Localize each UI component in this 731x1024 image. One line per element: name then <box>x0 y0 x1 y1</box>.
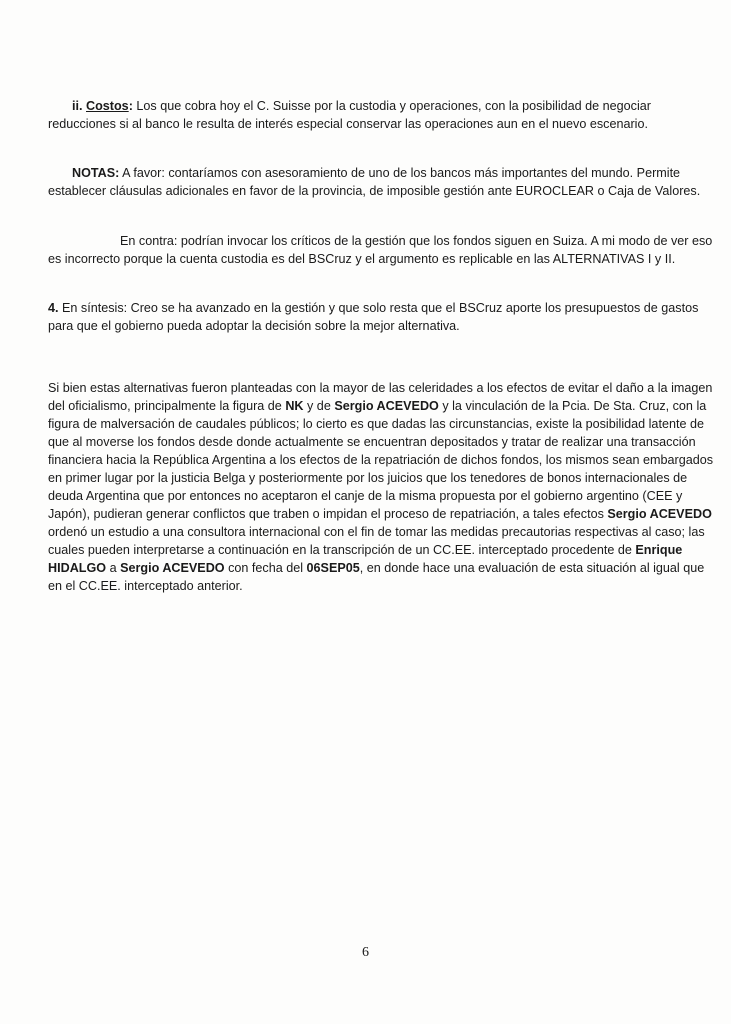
date-06sep05: 06SEP05 <box>306 561 360 575</box>
main-text-2: y de <box>303 399 335 413</box>
costos-label: Costos <box>86 99 129 113</box>
main-text-6: con fecha del <box>224 561 307 575</box>
sintesis-paragraph <box>48 299 720 335</box>
name-sergio-acevedo-3: Sergio ACEVEDO <box>120 561 225 575</box>
notas-text: A favor: contaríamos con asesoramiento de uno de los bancos más importantes del mundo. Permite establecer cláusulas adicionales en favor de la provincia, de imposible gestión ante EUROCLEAR o Caja de Valores. <box>48 166 701 198</box>
name-enrique-hidalgo: Enrique HIDALGO <box>48 543 683 575</box>
main-text-1: Si bien estas alternativas fueron planteadas con la mayor de las celeridades a los efectos de evitar el daño a la imagen del oficialismo, principalmente la figura de <box>48 381 716 413</box>
contra-paragraph <box>48 232 720 268</box>
name-nk: NK <box>285 399 304 413</box>
notas-paragraph <box>48 164 720 200</box>
main-text-4: ordenó un estudio a una consultora internacional con el fin de tomar las medidas precautorias respectivas al caso; las cuales pueden interpretarse a continuación en la transcripción de un CC.EE. interceptado procedente de <box>48 507 716 557</box>
sintesis-number: 4. <box>48 301 59 315</box>
costos-colon: : <box>128 99 133 113</box>
costos-prefix: ii. <box>72 99 83 113</box>
name-sergio-acevedo-1: Sergio ACEVEDO <box>334 399 439 413</box>
main-paragraph <box>48 379 720 595</box>
notas-label: NOTAS: <box>72 166 120 180</box>
costos-text: Los que cobra hoy el C. Suisse por la custodia y operaciones, con la posibilidad de negociar reducciones si al banco le resulta de interés especial conservar las operaciones aun en el nuevo escenario. <box>48 99 655 131</box>
main-text-5: a <box>106 561 121 575</box>
main-text-3: y la vinculación de la Pcia. De Sta. Cruz, con la figura de malversación de caudales públicos; lo cierto es que dadas las circunstancias, existe la posibilidad latente de que al moverse los fondos desde donde actualmente se encuentran depositados y tratar de realizar una transacción financiera hacia la República Argentina a los efectos de la repatriación de dichos fondos, los mismos sean embargados en primer lugar por la justicia Belga y posteriormente por los juicios que los tenedores de bonos internacionales de deuda Argentina que por entonces no aceptaron el canje de la misma propuesta por el gobierno argentino (CEE y Japón), pudieran generar conflictos que traben o impidan el proceso de repatriación, a tales efectos <box>48 399 717 521</box>
sintesis-text: En síntesis: Creo se ha avanzado en la gestión y que solo resta que el BSCruz aporte los presupuestos de gastos para que el gobierno pueda adoptar la decisión sobre la mejor alternativa. <box>48 301 702 333</box>
name-sergio-acevedo-2: Sergio ACEVEDO <box>607 507 712 521</box>
costos-paragraph <box>48 97 720 133</box>
contra-text: En contra: podrían invocar los críticos de la gestión que los fondos siguen en Suiza. A mi modo de ver eso es incorrecto porque la cuenta custodia es del BSCruz y el argumento es replicable en las ALTERNATIVAS I y II. <box>48 234 716 266</box>
main-text-7: , en donde hace una evaluación de esta situación al igual que en el CC.EE. interceptado anterior. <box>48 561 708 593</box>
page-number: 6 <box>362 945 369 960</box>
